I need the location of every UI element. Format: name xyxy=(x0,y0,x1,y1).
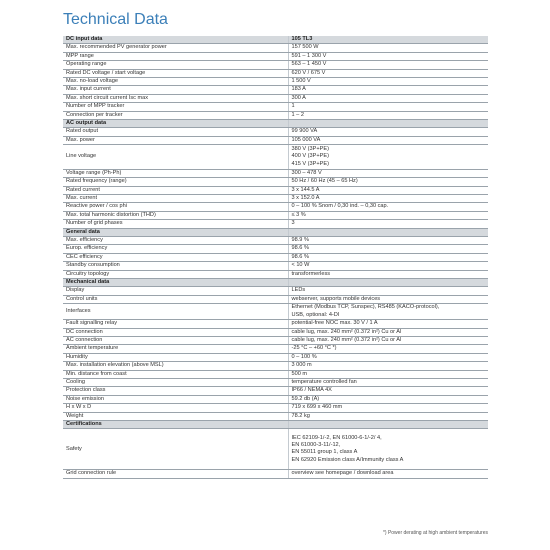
table-row xyxy=(63,345,488,353)
spec-label: Max. installation elevation (above MSL) xyxy=(63,362,288,370)
table-row xyxy=(63,128,488,136)
spec-value xyxy=(288,61,488,69)
spec-value xyxy=(288,328,488,336)
spec-value-line: 105 000 VA xyxy=(291,136,321,143)
spec-value xyxy=(288,178,488,186)
spec-value-line: 400 V (3P+PE) xyxy=(291,153,329,160)
table-row xyxy=(63,287,488,295)
section-title: AC output data xyxy=(63,120,288,128)
spec-label: Operating range xyxy=(63,61,288,69)
spec-label: Voltage range (Ph-Ph) xyxy=(63,169,288,177)
spec-value xyxy=(288,387,488,395)
spec-value-line: 563 – 1 450 V xyxy=(291,61,327,68)
spec-value-line: 183 A xyxy=(291,86,306,93)
spec-value xyxy=(288,136,488,144)
spec-label: DC connection xyxy=(63,328,288,336)
spec-value xyxy=(288,404,488,412)
spec-value xyxy=(288,78,488,86)
section-model xyxy=(288,228,488,236)
spec-value-line: 59.2 db (A) xyxy=(291,395,320,402)
spec-label: Max. power xyxy=(63,136,288,144)
spec-value-line: 99 900 VA xyxy=(291,128,318,135)
spec-value-line: 0 – 100 % Snom / 0,30 ind. – 0,30 cap. xyxy=(291,203,389,210)
spec-value-line: 157 500 W xyxy=(291,44,319,51)
spec-value-line: 1 xyxy=(291,103,295,110)
spec-label: Rated frequency (range) xyxy=(63,178,288,186)
spec-value-line: cable lug, max. 240 mm² (0.372 in²) Cu or Al xyxy=(291,328,402,335)
table-row xyxy=(63,78,488,86)
spec-value-line: EN 61000-3-11/-12, xyxy=(291,441,341,448)
spec-label: Safety xyxy=(63,429,288,470)
table-row xyxy=(63,253,488,261)
spec-label: AC connection xyxy=(63,336,288,344)
spec-label: Humidity xyxy=(63,353,288,361)
table-row xyxy=(63,353,488,361)
spec-value-line: 3 xyxy=(291,220,295,227)
spec-value xyxy=(288,44,488,52)
spec-label: Circuitry topology xyxy=(63,270,288,278)
spec-value xyxy=(288,94,488,102)
spec-label: Max. no-load voltage xyxy=(63,78,288,86)
spec-value xyxy=(288,253,488,261)
spec-value xyxy=(288,86,488,94)
table-row xyxy=(63,304,488,320)
spec-value-line: transformerless xyxy=(291,270,331,277)
table-row xyxy=(63,136,488,144)
spec-value xyxy=(288,370,488,378)
table-row xyxy=(63,52,488,60)
table-row xyxy=(63,169,488,177)
spec-value xyxy=(288,103,488,111)
table-row xyxy=(63,470,488,478)
spec-label: H x W x D xyxy=(63,404,288,412)
spec-value xyxy=(288,412,488,420)
section-header-row xyxy=(63,420,488,428)
footnote: *) Power derating at high ambient temperatures xyxy=(382,530,488,536)
table-row xyxy=(63,203,488,211)
section-header-row xyxy=(63,36,488,44)
spec-label: Europ. efficiency xyxy=(63,245,288,253)
spec-label: Rated current xyxy=(63,186,288,194)
spec-value-line: 3 x 152.0 A xyxy=(291,195,320,201)
spec-label: MPP range xyxy=(63,52,288,60)
table-row xyxy=(63,429,488,470)
spec-value-line: 78.2 kg xyxy=(291,412,310,419)
table-row xyxy=(63,44,488,52)
spec-label: Number of MPP tracker xyxy=(63,103,288,111)
spec-label: Weight xyxy=(63,412,288,420)
table-row xyxy=(63,262,488,270)
spec-value xyxy=(288,145,488,170)
section-title: General data xyxy=(63,228,288,236)
spec-label: Connection per tracker xyxy=(63,111,288,119)
spec-value-line: EN 55011 group 1, class A xyxy=(291,449,358,456)
table-row xyxy=(63,370,488,378)
section-header-row xyxy=(63,120,488,128)
spec-value-line: IP66 / NEMA 4X xyxy=(291,387,332,394)
spec-value xyxy=(288,262,488,270)
spec-value xyxy=(288,304,488,320)
section-model xyxy=(288,279,488,287)
spec-value-line: 1 500 V xyxy=(291,78,311,85)
table-row xyxy=(63,295,488,303)
spec-value xyxy=(288,52,488,60)
table-row xyxy=(63,186,488,194)
spec-label: Max. input current xyxy=(63,86,288,94)
table-row xyxy=(63,320,488,328)
table-row xyxy=(63,211,488,219)
spec-value xyxy=(288,270,488,278)
spec-label: Interfaces xyxy=(63,304,288,320)
section-model xyxy=(288,420,488,428)
spec-value-line: potential-free NOC max. 30 V / 1 A xyxy=(291,320,378,327)
spec-value-line: cable lug, max. 240 mm² (0.372 in²) Cu or Al xyxy=(291,336,402,343)
section-title: Certifications xyxy=(63,420,288,428)
table-row xyxy=(63,336,488,344)
table-row xyxy=(63,69,488,77)
spec-value xyxy=(288,111,488,119)
spec-label: Min. distance from coast xyxy=(63,370,288,378)
section-title: Mechanical data xyxy=(63,279,288,287)
table-row xyxy=(63,404,488,412)
table-row xyxy=(63,270,488,278)
table-row xyxy=(63,245,488,253)
spec-value-line: < 10 W xyxy=(291,262,310,269)
spec-label: Number of grid phases xyxy=(63,220,288,228)
spec-value-line: USB, optional: 4-DI xyxy=(291,311,340,318)
spec-value xyxy=(288,69,488,77)
section-header-row xyxy=(63,279,488,287)
spec-value-line: temperature controlled fan xyxy=(291,378,357,385)
spec-value-line: 500 m xyxy=(291,370,308,377)
spec-value-line: 0 – 100 % xyxy=(291,353,317,360)
spec-value xyxy=(288,295,488,303)
spec-label: Protection class xyxy=(63,387,288,395)
section-model: 105 TL3 xyxy=(288,36,488,44)
spec-label: Fault signalling relay xyxy=(63,320,288,328)
spec-label: Display xyxy=(63,287,288,295)
section-model xyxy=(288,120,488,128)
spec-value xyxy=(288,220,488,228)
table-row xyxy=(63,387,488,395)
spec-label: Ambient temperature xyxy=(63,345,288,353)
spec-value-line: 620 V / 675 V xyxy=(291,69,326,76)
spec-label: Control units xyxy=(63,295,288,303)
table-row xyxy=(63,111,488,119)
spec-value-line: 98.9 % xyxy=(291,237,309,244)
table-row xyxy=(63,94,488,102)
spec-value xyxy=(288,395,488,403)
table-row xyxy=(63,103,488,111)
spec-label: Max. current xyxy=(63,195,288,203)
spec-value-line: LEDs xyxy=(291,287,306,294)
table-row xyxy=(63,145,488,170)
spec-value-line: 300 A xyxy=(291,94,306,101)
spec-value xyxy=(288,195,488,203)
spec-value xyxy=(288,245,488,253)
technical-data-table xyxy=(63,36,488,479)
spec-value xyxy=(288,336,488,344)
spec-value xyxy=(288,287,488,295)
spec-label: Max. efficiency xyxy=(63,237,288,245)
table-row xyxy=(63,378,488,386)
spec-label: Line voltage xyxy=(63,145,288,170)
table-row xyxy=(63,395,488,403)
spec-value-line: overview see homepage / download area xyxy=(291,470,394,477)
spec-value xyxy=(288,320,488,328)
table-row xyxy=(63,195,488,203)
spec-label: Reactive power / cos phi xyxy=(63,203,288,211)
page-title: Technical Data xyxy=(63,11,168,28)
table-row xyxy=(63,328,488,336)
spec-value-line: 591 – 1 300 V xyxy=(291,52,327,59)
spec-label: Grid connection rule xyxy=(63,470,288,478)
table-row xyxy=(63,61,488,69)
spec-value xyxy=(288,211,488,219)
spec-value-line: 98.6 % xyxy=(291,253,309,260)
spec-value-line: 50 Hz / 60 Hz (45 – 65 Hz) xyxy=(291,178,358,185)
spec-value-line: IEC 62109-1/-2, EN 61000-6-1/-2/ 4, xyxy=(291,434,382,441)
spec-value xyxy=(288,237,488,245)
table-row xyxy=(63,362,488,370)
technical-data-table-body xyxy=(63,36,488,478)
spec-value xyxy=(288,128,488,136)
table-row xyxy=(63,220,488,228)
spec-value xyxy=(288,429,488,470)
spec-label: Rated DC voltage / start voltage xyxy=(63,69,288,77)
table-row xyxy=(63,412,488,420)
spec-value-line: 3 x 144.5 A xyxy=(291,186,320,193)
spec-label: Standby consumption xyxy=(63,262,288,270)
spec-value-line: EN 62920 Emission class A/Immunity class A xyxy=(291,456,404,463)
spec-value xyxy=(288,362,488,370)
spec-value-line: 1 – 2 xyxy=(291,111,304,118)
section-title: DC input data xyxy=(63,36,288,44)
spec-value xyxy=(288,169,488,177)
spec-value-line: 415 V (3P+PE) xyxy=(291,160,329,167)
spec-value-line: -25 °C – +60 °C *) xyxy=(291,345,337,352)
spec-label: Noise emission xyxy=(63,395,288,403)
spec-label: Max. total harmonic distortion (THD) xyxy=(63,211,288,219)
spec-value-line: 300 – 478 V xyxy=(291,169,322,176)
spec-value xyxy=(288,345,488,353)
spec-label: Cooling xyxy=(63,378,288,386)
spec-value-line: 3 000 m xyxy=(291,362,312,369)
section-header-row xyxy=(63,228,488,236)
spec-value-line: Ethernet (Modbus TCP, Sunspec), RS485 (KACO-protocol), xyxy=(291,304,440,311)
spec-value-line: 719 x 699 x 460 mm xyxy=(291,404,343,411)
spec-value xyxy=(288,203,488,211)
spec-value-line: 98.6 % xyxy=(291,245,309,252)
spec-value xyxy=(288,186,488,194)
spec-value xyxy=(288,470,488,478)
table-row xyxy=(63,86,488,94)
spec-label: Max. short circuit current Isc max xyxy=(63,94,288,102)
table-row xyxy=(63,237,488,245)
spec-value-line: ≤ 3 % xyxy=(291,211,306,218)
spec-label: Max. recommended PV generator power xyxy=(63,44,288,52)
spec-value-line: webserver, supports mobile devices xyxy=(291,295,381,302)
spec-value xyxy=(288,353,488,361)
spec-label: CEC efficiency xyxy=(63,253,288,261)
spec-label: Rated output xyxy=(63,128,288,136)
spec-value xyxy=(288,378,488,386)
table-row xyxy=(63,178,488,186)
spec-value-line: 380 V (3P+PE) xyxy=(291,145,329,152)
